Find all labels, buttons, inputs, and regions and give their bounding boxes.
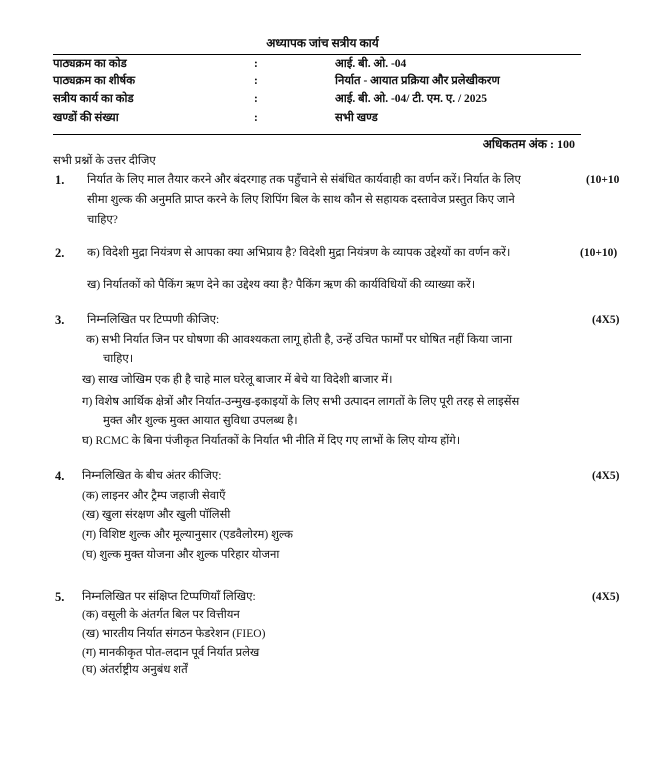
question-item: ख) साख जोखिम एक ही है चाहे माल घरेलू बाजार में बेचे या विदेशी बाजार में।	[82, 374, 393, 386]
instruction: सभी प्रश्नों के उत्तर दीजिए	[53, 155, 156, 167]
header-bottom-rule	[53, 134, 581, 135]
question-marks: (4X5)	[592, 591, 620, 603]
question-marks: (10+10	[586, 174, 620, 186]
question-number: 1.	[55, 173, 65, 187]
question-marks: (10+10)	[580, 247, 618, 259]
question-text: ख) निर्यातकों को पैकिंग ऋण देने का उद्देश्य क्या है? पैकिंग ऋण की कार्यविधियों की व्याख्या करें।	[87, 279, 476, 291]
separator: :	[254, 93, 258, 105]
question-item: (घ) शुल्क मुक्त योजना और शुल्क परिहार योजना	[82, 549, 280, 561]
question-text: निम्नलिखित पर टिप्पणी कीजिए:	[87, 314, 220, 326]
question-text: सीमा शुल्क की अनुमति प्राप्त करने के लिए शिपिंग बिल के साथ कौन से सहायक दस्तावेज प्रस्तुत किए जाने	[87, 194, 515, 206]
assignment-code-value: आई. बी. ओ. -04/ टी. एम. ए. / 2025	[335, 93, 488, 105]
course-title-label: पाठ्यक्रम का शीर्षक	[53, 75, 136, 87]
separator: :	[254, 58, 258, 70]
question-marks: (4X5)	[592, 470, 620, 482]
question-item: क) सभी निर्यात जिन पर घोषणा की आवश्यकता लागू होती है, उन्हें उचित फार्मों पर घोषित नहीं किया जाना	[86, 334, 513, 346]
course-code-value: आई. बी. ओ. -04	[335, 58, 407, 70]
question-item: (क) वसूली के अंतर्गत बिल पर वित्तीयन	[82, 609, 240, 621]
question-marks: (4X5)	[592, 314, 620, 326]
separator: :	[254, 112, 258, 124]
question-text: क) विदेशी मुद्रा नियंत्रण से आपका क्या अभिप्राय है? विदेशी मुद्रा नियंत्रण के व्यापक उद्देश्यों का वर्णन करें।	[87, 247, 511, 259]
question-item: (ख) भारतीय निर्यात संगठन फेडरेशन (FIEO)	[82, 628, 266, 640]
course-title-value: निर्यात - आयात प्रक्रिया और प्रलेखीकरण	[335, 75, 500, 87]
header-top-rule	[53, 54, 581, 55]
question-item: (ख) खुला संरक्षण और खुली पॉलिसी	[82, 509, 231, 521]
question-number: 2.	[55, 246, 65, 260]
question-text: चाहिए?	[87, 214, 118, 226]
question-item: (ग) विशिष्ट शुल्क और मूल्यानुसार (एडवैलोरम) शुल्क	[82, 529, 293, 541]
question-item: (घ) अंतर्राष्ट्रीय अनुबंध शर्तें	[82, 664, 188, 676]
question-item: ग) विशेष आर्थिक क्षेत्रों और निर्यात-उन्मुख-इकाइयों के लिए सभी उत्पादन लागतों के लिए पूरी तरह से लाइसेंस	[82, 396, 520, 408]
question-number: 3.	[55, 313, 65, 327]
blocks-count-label: खण्डों की संख्या	[53, 112, 119, 124]
course-code-label: पाठ्यक्रम का कोड	[53, 58, 127, 70]
question-number: 4.	[55, 469, 65, 483]
question-text: निर्यात के लिए माल तैयार करने और बंदरगाह तक पहुँचाने से संबंधित कार्यवाही का वर्णन करें। निर्यात के लिए	[87, 174, 521, 186]
separator: :	[254, 75, 258, 87]
question-item: मुक्त और शुल्क मुक्त आयात सुविधा उपलब्ध है।	[103, 415, 298, 427]
blocks-count-value: सभी खण्ड	[335, 112, 378, 124]
question-item: (क) लाइनर और ट्रैम्प जहाजी सेवाएँ	[82, 490, 226, 502]
assignment-code-label: सत्रीय कार्य का कोड	[53, 93, 134, 105]
max-marks: अधिकतम अंक : 100	[482, 137, 575, 151]
question-text: निम्नलिखित के बीच अंतर कीजिए:	[82, 470, 222, 482]
question-item: चाहिए।	[103, 353, 134, 365]
question-item: (ग) मानकीकृत पोत-लदान पूर्व निर्यात प्रलेख	[82, 647, 260, 659]
document-title: अध्यापक जांच सत्रीय कार्य	[266, 36, 379, 50]
question-item: घ) RCMC के बिना पंजीकृत निर्यातकों के निर्यात भी नीति में दिए गए लाभों के लिए योग्य होंगे।	[82, 435, 461, 447]
question-number: 5.	[55, 590, 65, 604]
question-text: निम्नलिखित पर संक्षिप्त टिप्पणियाँ लिखिए:	[82, 591, 256, 603]
